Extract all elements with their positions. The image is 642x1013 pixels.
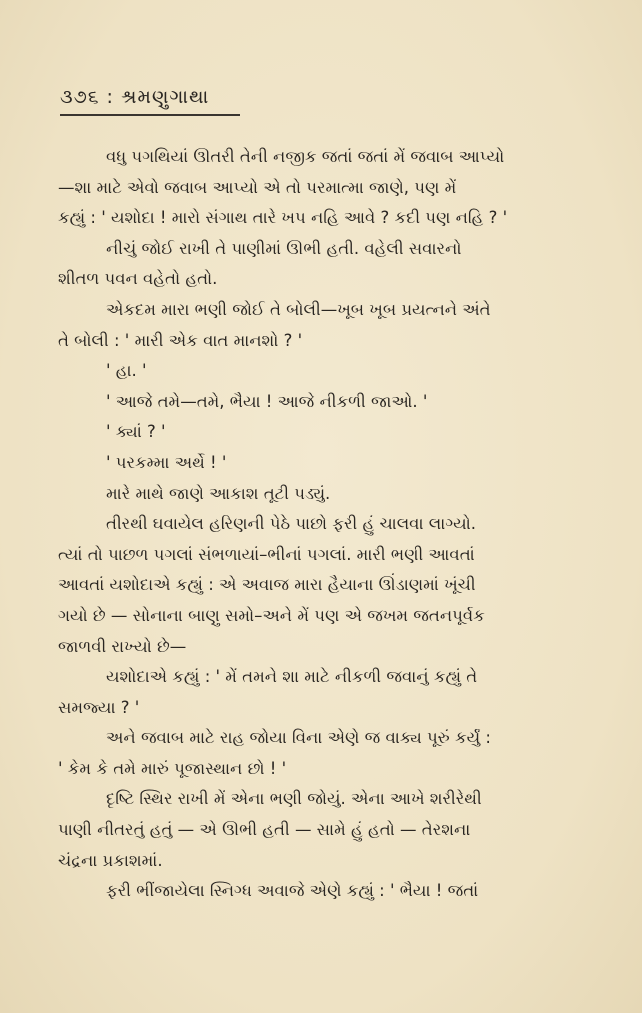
text-line: ફરી ભીંજાયેલા સ્નિગ્ધ અવાજે એણે કહ્યું : ' ભૈયા ! જતાં [106,881,479,901]
text-line: જાળવી રાખ્યો છે— [58,636,187,656]
running-title: શ્રમણુગાથા [121,86,210,108]
text-line: ત્યાં તો પાછળ પગલાં સંભળાયાં–ભીનાં પગલાં. મારી ભણી આવતાં [58,544,475,564]
text-line: ' આજે તમે—તમે, ભૈયા ! આજે નીકળી જાઓ. ' [106,391,428,411]
text-line: ચંદ્રના પ્રકાશમાં. [58,850,163,870]
text-line: અને જવાબ માટે રાહ જોયા વિના એણે જ વાક્ય પૂરું કર્યું : [106,728,491,748]
text-line: આવતાં યશોદાએ કહ્યું : એ અવાજ મારા હૈયાના ઊંડાણમાં ખૂંચી [58,575,476,595]
text-line: યશોદાએ કહ્યું : ' મેં તમને શા માટે નીકળી જવાનું કહ્યું તે [106,667,478,687]
text-line: ' હા. ' [106,361,147,381]
text-line: સમજ્યા ? ' [58,697,140,717]
text-line: —શા માટે એવો જવાબ આપ્યો એ તો પરમાત્મા જાણે, પણ મેં [58,177,457,197]
running-header [60,86,209,108]
text-line: ' ક્યાં ? ' [106,422,166,442]
text-line: વધુ પગથિયાં ઊતરી તેની નજીક જતાં જતાં મેં જવાબ આપ્યો [106,147,505,166]
text-line: એકદમ મારા ભણી જોઈ તે બોલી—ખૂબ ખૂબ પ્રયત્નને અંતે [106,299,491,319]
header-underline [60,114,240,116]
text-line: તે બોલી : ' મારી એક વાત માનશો ? ' [58,330,303,350]
text-line: દૃષ્ટિ સ્થિર રાખી મેં એના ભણી જોયું. એના આખે શરીરેથી [106,789,482,809]
header-separator: : [106,86,114,108]
text-line: ગયો છે — સોનાના બાણુ સમો–અને મેં પણ એ જખમ જતનપૂર્વક [58,605,485,625]
text-line: ' કેમ કે તમે મારું પૂજાસ્થાન છો ! ' [58,758,287,778]
text-line: નીચું જોઈ રાખી તે પાણીમાં ઊભી હતી. વહેલી સવારનો [106,238,462,258]
text-line: ' પરકમ્મા અર્થે ! ' [106,452,227,472]
text-line: શીતળ પવન વહેતો હતો. [58,269,218,289]
page-number: ૩૭૬ [60,86,100,108]
body-text [58,142,606,907]
text-line: પાણી નીતરતું હતું — એ ઊભી હતી — સામે હું હતો — તેરશના [58,820,471,840]
text-line: તીરથી ઘવાયેલ હરિણની પેઠે પાછો ફરી હું ચાલવા લાગ્યો. [106,514,477,534]
text-line: મારે માથે જાણે આકાશ તૂટી પડ્યું. [106,483,331,503]
text-line: કહ્યું : ' યશોદા ! મારો સંગાથ તારે ખપ નહિ આવે ? કદી પણ નહિ ? ' [58,208,508,228]
